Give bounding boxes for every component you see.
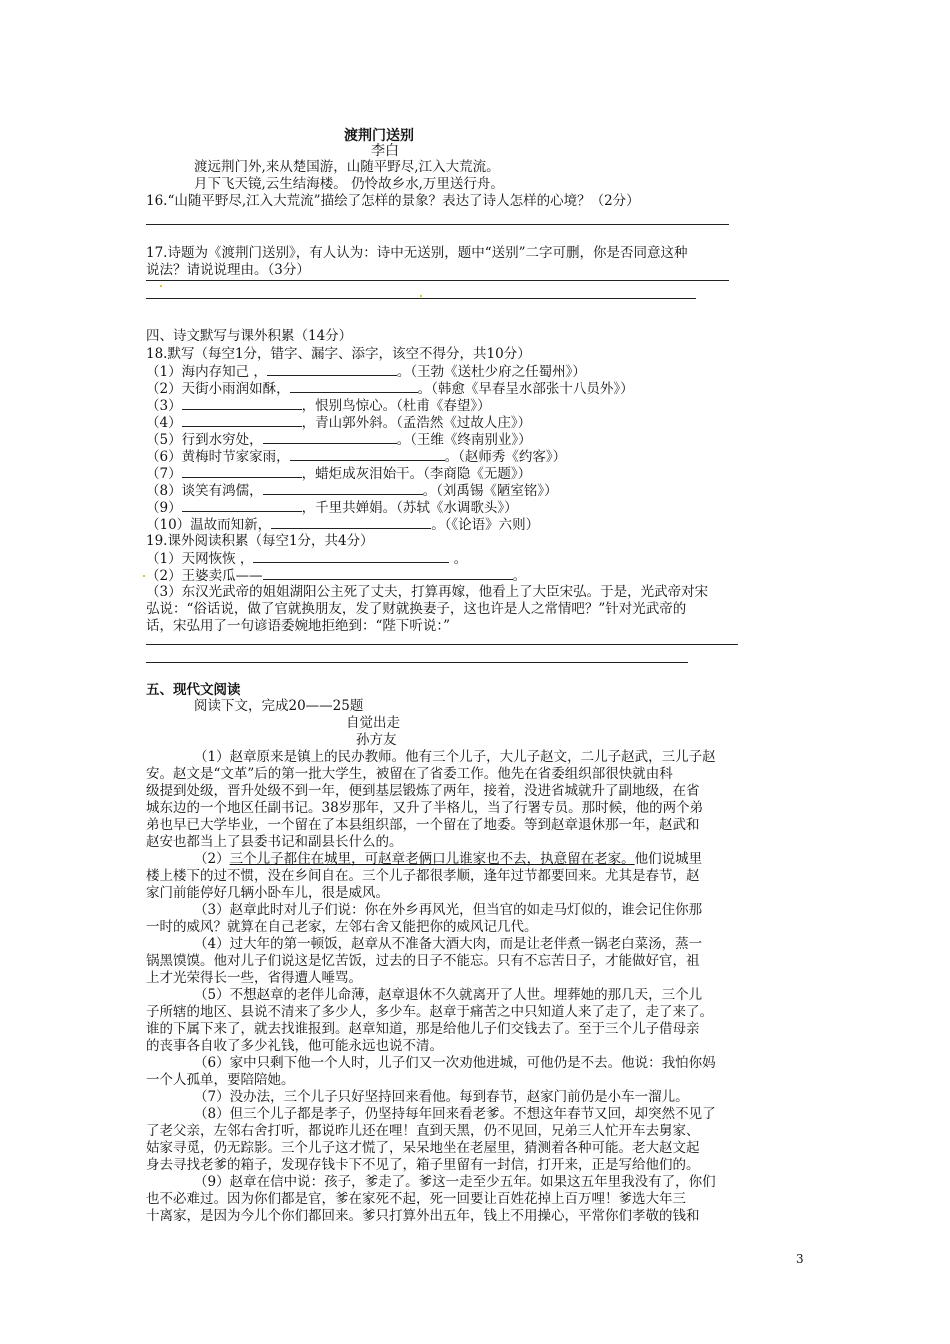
question-16: 16.“山随平野尽,江入大荒流”描绘了怎样的景象？表达了诗人怎样的心境？（2分） <box>146 193 640 209</box>
section-4-heading: 四、诗文默写与课外积累（14分） <box>146 328 353 344</box>
para-9-line: 也不必难过。因为你们都是官，爹在家死不起，死一回要让百姓花掉上百万哩！爹选大年三 <box>146 1191 686 1207</box>
stray-mark <box>420 295 422 297</box>
question-19-3-line-1: （3）东汉光武帝的姐姐湖阳公主死了丈夫，打算再嫁，他看上了大臣宋弘。于是，光武帝对宋 <box>146 584 709 600</box>
poem-author: 李白 <box>371 143 399 159</box>
para-4-line: 上才光荣得长一些，省得遭人唾骂。 <box>146 970 362 986</box>
question-18: 18.默写（每空1分，错字、漏字、添字，该空不得分，共10分） <box>146 346 531 362</box>
underlined-sentence: 三个儿子都住在城里，可赵章老俩口儿谁家也不去，执意留在老家。 <box>229 851 635 867</box>
section-5-heading: 五、现代文阅读 <box>146 682 241 698</box>
para-1-line: 赵安也都当上了县委书记和副县长什么的。 <box>146 834 403 850</box>
question-17-line-1: 17.诗题为《渡荆门送别》，有人认为：诗中无送别，题中“送别”二字可删，你是否同意这种 <box>146 245 688 261</box>
para-8-line: 姑家寻觅，仍无踪影。三个儿子这才慌了，呆呆地坐在老屋里，猜测着各种可能。老大赵文起 <box>146 1140 700 1156</box>
fill-item-1: （1）海内存知己 ， 。（王勃《送杜少府之任蜀州》） <box>146 364 586 380</box>
para-2-line: （2）三个儿子都住在城里，可赵章老俩口儿谁家也不去，执意留在老家。他们说城里 <box>194 851 703 867</box>
article-title: 自觉出走 <box>346 715 400 731</box>
blank-field[interactable] <box>290 379 418 393</box>
para-8-line: 了老父亲，左邻右舍打听，都说昨儿还在哩！直到天黑，仍不见回，兄弟三人忙开车去舅家、 <box>146 1123 700 1139</box>
para-2-line: 楼上楼下的过不惯，没在乡间自在。三个儿子都很孝顺，逢年过节都要回来。尤其是春节，赵 <box>146 868 700 884</box>
poem-line-2: 月下飞天镜,云生结海楼。 仍怜故乡水,万里送行舟。 <box>194 176 504 192</box>
poem-title: 渡荆门送别 <box>344 128 414 144</box>
blank-field[interactable] <box>263 481 423 495</box>
para-4-line: 锅黑馍馍。他对儿子们说这是忆苦饭，过去的日子不能忘。只有不忘苦日子，才能做好官，祖 <box>146 953 700 969</box>
question-19-2: （2）王婆卖瓜—— 。 <box>146 568 527 584</box>
blank-field[interactable] <box>253 549 449 563</box>
fill-item-10: （10）温故而知新， 。（《论语》六则） <box>146 517 540 533</box>
para-9-line: 十离家，是因为今儿个你们都回来。爹只打算外出五年，钱上不用操心，平常你们孝敬的钱和 <box>146 1208 700 1224</box>
answer-line[interactable] <box>146 662 688 663</box>
question-17-line-2: 说法？请说说理由。（3分） <box>146 262 310 278</box>
para-6-line: 一个人孤单，要陪陪她。 <box>146 1072 295 1088</box>
answer-line[interactable] <box>146 280 729 281</box>
para-5-line: 子所辖的地区、县说不清来了多少人，多少车。赵章于痛苦之中只知道人来了走了，走了来了。 <box>146 1004 713 1020</box>
para-1-line: 弟也早已大学毕业，一个留在了本县组织部，一个留在了地委。等到赵章退休那一年，赵武和 <box>146 817 700 833</box>
para-9-line: （9）赵章在信中说：孩子，爹走了。爹这一走至少五年。如果这五年里我没有了，你们 <box>194 1174 716 1190</box>
para-4-line: （4）过大年的第一顿饭，赵章从不准备大酒大肉，而是让老伴煮一锅老白菜汤，蒸一 <box>194 936 703 952</box>
answer-line[interactable] <box>146 644 738 645</box>
fill-item-7: （7） ，蜡炬成灰泪始干。（李商隐《无题》） <box>146 466 532 482</box>
fill-item-9: （9） ，千里共婵娟。（苏轼《水调歌头》） <box>146 500 518 516</box>
poem-line-1: 渡远荆门外,来从楚国游，山随平野尽,江入大荒流。 <box>194 159 500 175</box>
question-19-3-line-2: 弘说：“俗话说，做了官就换朋友，发了财就换妻子，这也许是人之常情吧？”针对光武帝的 <box>146 601 687 617</box>
para-5-line: 谁的下属下来了，就去找谁报到。赵章知道，那是给他儿子们交钱去了。至于三个儿子借母亲 <box>146 1021 700 1037</box>
stray-mark <box>143 575 145 577</box>
blank-field[interactable] <box>263 430 397 444</box>
article-author: 孙方友 <box>356 732 397 748</box>
fill-item-5: （5）行到水穷处， 。（王维《终南别业》） <box>146 432 532 448</box>
para-2-line: 家门前能停好几辆小卧车儿，很是威风。 <box>146 885 389 901</box>
blank-field[interactable] <box>182 396 302 410</box>
fill-item-2: （2）天街小雨润如酥， 。（韩愈《早春呈水部张十八员外》） <box>146 381 634 397</box>
fill-item-8: （8）谈笑有鸿儒， 。（刘禹锡《陋室铭》） <box>146 483 558 499</box>
question-19: 19.课外阅读积累（每空1分，共4分） <box>146 533 374 549</box>
question-19-3-line-3: 话，宋弘用了一句谚语委婉地拒绝到：“陛下听说：” <box>146 618 451 634</box>
fill-item-6: （6）黄梅时节家家雨， 。（赵师秀《约客》） <box>146 449 567 465</box>
para-1-line: （1）赵章原来是镇上的民办教师。他有三个儿子，大儿子赵文，二儿子赵武，三儿子赵 <box>194 749 716 765</box>
para-5-line: 的丧事各自收了多少礼钱，他可能永远也说不清。 <box>146 1038 443 1054</box>
para-1-line: 城东边的一个地区任副书记。38岁那年，又升了半格儿，当了行署专员。那时候，他的两个弟 <box>146 800 704 816</box>
para-7-line: （7）没办法，三个儿子只好坚持回来看他。每到春节，赵家门前仍是小车一溜儿。 <box>194 1089 689 1105</box>
para-3-line: （3）赵章此时对儿子们说：你在外乡再风光，但当官的如走马灯似的，谁会记住你那 <box>194 902 703 918</box>
stray-mark <box>160 285 162 287</box>
fill-item-3: （3） ，恨别鸟惊心。（杜甫《春望》） <box>146 398 491 414</box>
para-1-line: 级提到处级，晋升处级不到一年，便到基层锻炼了两年，接着，没进省城就升了副地级，在省 <box>146 783 700 799</box>
para-3-line: 一时的威风？就算在自己老家，左邻右舍又能把你的威风记几代。 <box>146 919 538 935</box>
para-1-line: 安。赵文是“文革”后的第一批大学生，被留在了省委工作。他先在省委组织部很快就由科 <box>146 766 673 782</box>
para-6-line: （6）家中只剩下他一个人时，儿子们又一次劝他进城，可他仍是不去。他说：我怕你妈 <box>194 1055 716 1071</box>
blank-field[interactable] <box>290 447 445 461</box>
para-8-line: （8）但三个儿子都是孝子，仍坚持每年回来看老爹。不想这年春节又回，却突然不见了 <box>194 1106 716 1122</box>
fill-item-4: （4） ，青山郭外斜。（孟浩然《过故人庄》） <box>146 415 532 431</box>
para-5-line: （5）不想赵章的老伴儿命薄，赵章退休不久就离开了人世。埋葬她的那几天，三个儿 <box>194 987 703 1003</box>
para-8-line: 身去寻找老爹的箱子，发现存钱卡下不见了，箱子里留有一封信，打开来，正是写给他们的。 <box>146 1157 700 1173</box>
question-19-1: （1）天网恢恢 ， 。 <box>146 551 468 567</box>
blank-field[interactable] <box>263 566 513 580</box>
page-number: 3 <box>796 1252 804 1266</box>
answer-line[interactable] <box>146 224 729 225</box>
blank-field[interactable] <box>182 498 302 512</box>
blank-field[interactable] <box>182 464 302 478</box>
blank-field[interactable] <box>182 413 302 427</box>
answer-line[interactable] <box>146 298 696 299</box>
reading-intro: 阅读下文，完成20——25题 <box>194 698 364 714</box>
blank-field[interactable] <box>267 362 397 376</box>
blank-field[interactable] <box>271 515 431 529</box>
